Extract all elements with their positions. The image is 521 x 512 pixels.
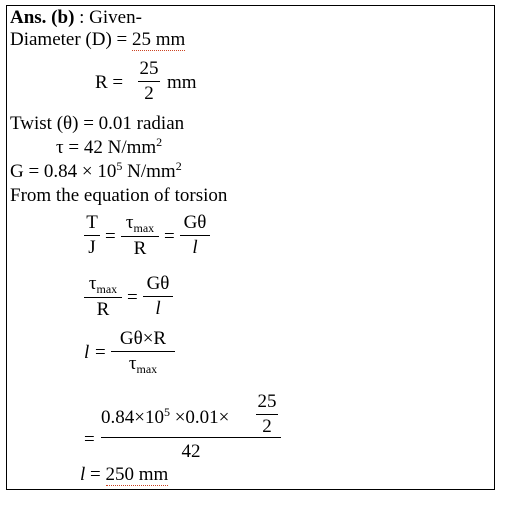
fraction-bar (84, 297, 122, 298)
eq3-length: l (84, 342, 90, 363)
eq1-equals-2: = (164, 226, 175, 247)
eq4-numerator-text: $0.84\times 10^5 \times 0.01\times$ (101, 405, 230, 428)
eq4-denominator: 42 (181, 441, 201, 462)
eq3-equals: = (95, 342, 106, 363)
eq4-equals: = (84, 429, 95, 450)
eq4-fraction (101, 389, 281, 463)
eq3-fraction (111, 328, 175, 376)
eq1-t-over-j (84, 212, 100, 259)
eq1-g-theta-over-l (180, 212, 210, 259)
eq2-length: l (155, 298, 161, 319)
eq1-torque: T (86, 212, 98, 233)
modulus-unit-exponent: 2 (175, 159, 182, 173)
fraction-bar (111, 351, 175, 352)
answer-label: Ans. (b) (10, 7, 75, 28)
result-line (80, 464, 168, 486)
modulus-unit: N/mm (122, 161, 176, 182)
eq1-tau-over-r (121, 212, 159, 260)
torsion-line: From the equation of torsion (10, 185, 228, 206)
fraction-bar (143, 296, 173, 297)
eq2-g-theta-over-l (143, 273, 173, 320)
eq4-inner-numerator: 25 (257, 391, 277, 412)
radius-fraction (138, 58, 160, 105)
fraction-bar (180, 235, 210, 236)
fraction-bar (256, 414, 278, 415)
eq1-equals-1: = (105, 226, 116, 247)
radius-denominator: 2 (144, 83, 154, 104)
result-length: l (80, 464, 86, 485)
eq2-g-theta: Gθ (146, 273, 170, 294)
twist-line: Twist (θ) = 0.01 radian (10, 113, 185, 134)
eq2-equals: = (127, 287, 138, 308)
given-label: : Given- (74, 7, 142, 28)
eq3-numerator: Gθ×R (119, 328, 167, 349)
eq1-g-theta: Gθ (183, 212, 207, 233)
eq1-radius: R (133, 238, 147, 259)
eq1-length: l (192, 237, 198, 258)
result-equals: = (85, 464, 106, 485)
radius-unit: mm (167, 72, 197, 93)
eq2-tau-max: $\tau_{max}$ (88, 273, 118, 296)
eq4-inner-denominator: 2 (262, 416, 272, 437)
eq2-tau-over-r (84, 273, 122, 321)
radius-numerator: 25 (139, 58, 159, 79)
shear-stress-line (56, 137, 162, 160)
result-value: 250 mm (105, 464, 169, 485)
answer-box (6, 5, 495, 490)
fraction-bar (138, 81, 160, 82)
fraction-bar (121, 236, 159, 237)
diameter-value: 25 mm (132, 29, 186, 50)
shear-stress-exponent: 2 (156, 135, 163, 149)
diameter-line (10, 29, 185, 51)
shear-stress-text: τ = 42 N/mm (56, 137, 157, 158)
fraction-bar (84, 235, 100, 236)
radius-lhs: R = (95, 72, 124, 93)
modulus-line (10, 161, 182, 184)
modulus-exponent: 5 (116, 159, 123, 173)
answer-heading (10, 7, 142, 29)
eq4-inner-fraction (256, 391, 278, 438)
eq3-tau-max: $\tau_{max}$ (128, 353, 158, 376)
eq1-polar-moment: J (88, 237, 96, 258)
eq1-tau-max: $\tau_{max}$ (125, 212, 155, 235)
eq4-numerator (101, 389, 281, 437)
modulus-text: G = 0.84 × 10 (10, 161, 117, 182)
eq2-radius: R (96, 299, 110, 320)
diameter-prefix: Diameter (D) = (10, 29, 133, 50)
